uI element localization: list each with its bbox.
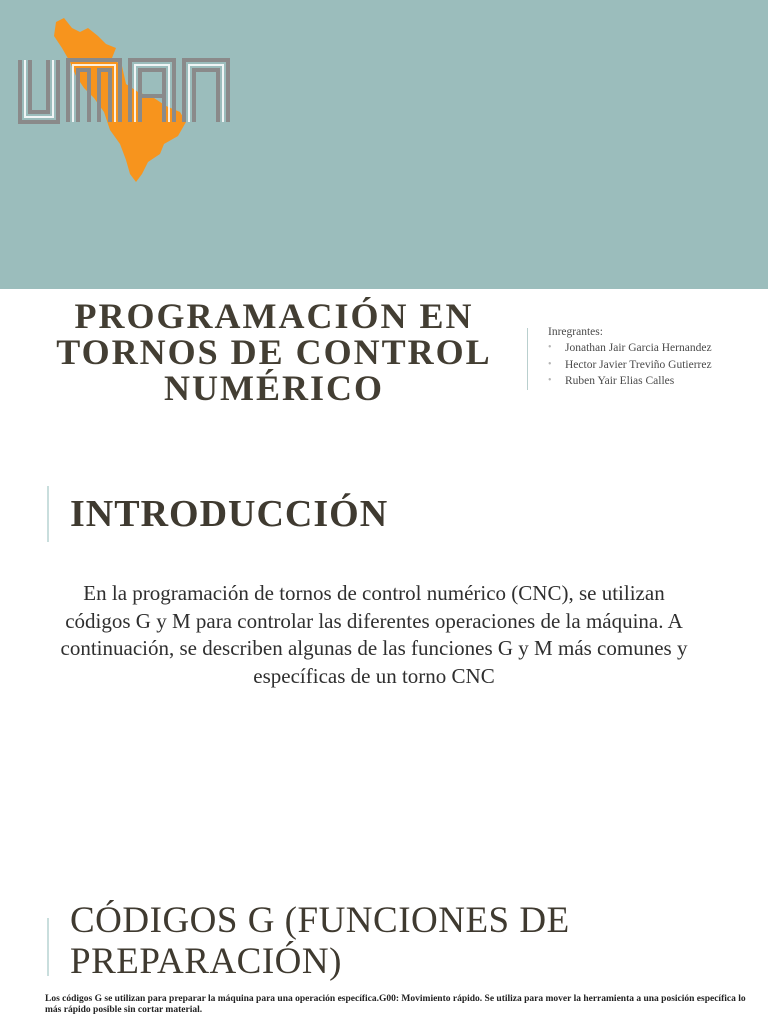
codes-g-heading (70, 900, 570, 982)
bullet-icon: • (548, 375, 552, 386)
members-list (548, 340, 712, 390)
member-name: Hector Javier Treviño Gutierrez (565, 358, 712, 371)
section-accent-bar (47, 918, 49, 976)
member-name: Jonathan Jair Garcia Hernandez (565, 342, 712, 354)
introduction-heading: INTRODUCCIÓN (70, 493, 389, 535)
bullet-icon: • (548, 342, 552, 353)
member-item (548, 357, 712, 374)
members-block (548, 326, 712, 390)
codes-g-text: Los códigos G se utilizan para preparar la máquina para una operación específica.G00: Movimiento rápido. Se utiliza para mover la herramienta a una posición específica lo más rápido posible sin cortar material. (45, 994, 746, 1015)
member-item (548, 340, 712, 357)
title-divider (527, 328, 528, 390)
header-banner (0, 0, 768, 289)
member-name: Ruben Yair Elias Calles (565, 375, 675, 387)
section-accent-bar (47, 486, 49, 542)
member-item (548, 373, 712, 390)
introduction-text: En la programación de tornos de control numérico (CNC), se utilizan códigos G y M para controlar las diferentes operaciones de la máquina. A continuación, se describen algunas de las funciones G y M más comunes y específicas de un torno CNC (60, 581, 688, 688)
title-line: TORNOS DE CONTROL (56, 332, 492, 372)
heading-line: PREPARACIÓN) (70, 941, 342, 982)
logo-letter-n (184, 60, 228, 122)
presentation-title (20, 298, 528, 406)
title-line: PROGRAMACIÓN EN (74, 296, 474, 336)
bullet-icon: • (548, 358, 552, 370)
title-line: NUMÉRICO (164, 368, 384, 408)
heading-line: CÓDIGOS G (FUNCIONES DE (70, 900, 570, 941)
uman-logo (14, 14, 234, 182)
members-label: Inregrantes: (548, 326, 603, 338)
